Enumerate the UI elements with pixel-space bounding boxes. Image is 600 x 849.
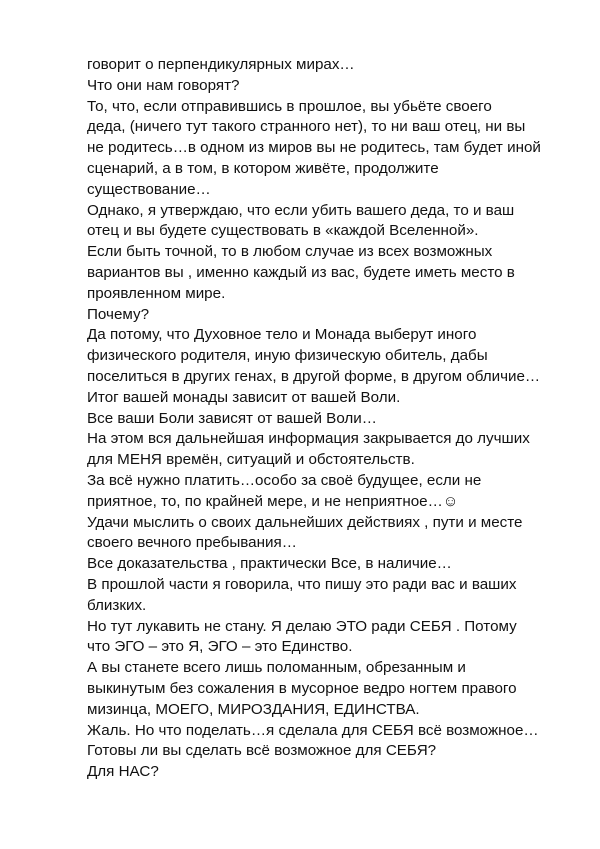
text-line-35: Для НАС? — [87, 763, 159, 781]
text-line-8: Однако, я утверждаю, что если убить вашего деда, то и ваш — [87, 201, 515, 219]
text-line-4: деда, (ничего тут такого странного нет), то ни ваш отец, ни вы — [87, 118, 526, 136]
text-line-1: говорит о перпендикулярных мирах… — [87, 56, 355, 73]
text-line-24: своего вечного пребывания… — [87, 534, 297, 552]
text-line-3: То, что, если отправившись в прошлое, вы убьёте своего — [87, 97, 492, 115]
text-line-20: для МЕНЯ времён, ситуаций и обстоятельств. — [87, 451, 415, 469]
text-line-14: Да потому, что Духовное тело и Монада выберут иного — [87, 326, 477, 344]
text-line-13: Почему? — [87, 305, 150, 323]
text-line-29: что ЭГО – это Я, ЭГО – это Единство. — [87, 638, 353, 656]
body-text — [87, 55, 587, 783]
text-line-5: не родитесь…в одном из миров вы не родитесь, там будет иной — [87, 139, 541, 157]
text-line-10: Если быть точной, то в любом случае из всех возможных — [87, 243, 493, 261]
text-line-2: Что они нам говорят? — [87, 76, 240, 94]
text-line-9: отец и вы будете существовать в «каждой Вселенной». — [87, 222, 479, 240]
text-line-25: Все доказательства , практически Все, в наличие… — [87, 555, 452, 573]
text-line-27: близких. — [87, 596, 147, 614]
text-line-22: приятное, то, по крайней мере, и не неприятное…☺ — [87, 492, 459, 510]
text-line-6: сценарий, а в том, в котором живёте, продолжите — [87, 159, 439, 177]
text-line-15: физического родителя, иную физическую обитель, дабы — [87, 347, 488, 365]
text-line-18: Все ваши Боли зависят от вашей Воли… — [87, 409, 377, 427]
text-line-19: На этом вся дальнейшая информация закрывается до лучших — [87, 430, 530, 448]
text-line-33: Жаль. Но что поделать…я сделала для СЕБЯ всё возможное… — [87, 721, 539, 739]
text-line-17: Итог вашей монады зависит от вашей Воли. — [87, 388, 401, 406]
text-line-23: Удачи мыслить о своих дальнейших действиях , пути и месте — [87, 513, 523, 531]
text-line-30: А вы станете всего лишь поломанным, обрезанным и — [87, 659, 466, 677]
text-line-12: проявленном мире. — [87, 284, 226, 302]
text-line-16: поселиться в других генах, в другой форме, в другом обличие… — [87, 367, 541, 385]
text-line-28: Но тут лукавить не стану. Я делаю ЭТО ради СЕБЯ . Потому — [87, 617, 517, 635]
text-line-32: мизинца, МОЕГО, МИРОЗДАНИЯ, ЕДИНСТВА. — [87, 700, 420, 718]
text-line-31: выкинутым без сожаления в мусорное ведро ногтем правого — [87, 679, 517, 697]
text-line-7: существование… — [87, 180, 211, 198]
text-line-34: Готовы ли вы сделать всё возможное для СЕБЯ? — [87, 742, 437, 760]
text-line-26: В прошлой части я говорила, что пишу это ради вас и ваших — [87, 575, 517, 593]
text-line-21: За всё нужно платить…особо за своё будущее, если не — [87, 471, 482, 489]
text-line-11: вариантов вы , именно каждый из вас, будете иметь место в — [87, 263, 515, 281]
